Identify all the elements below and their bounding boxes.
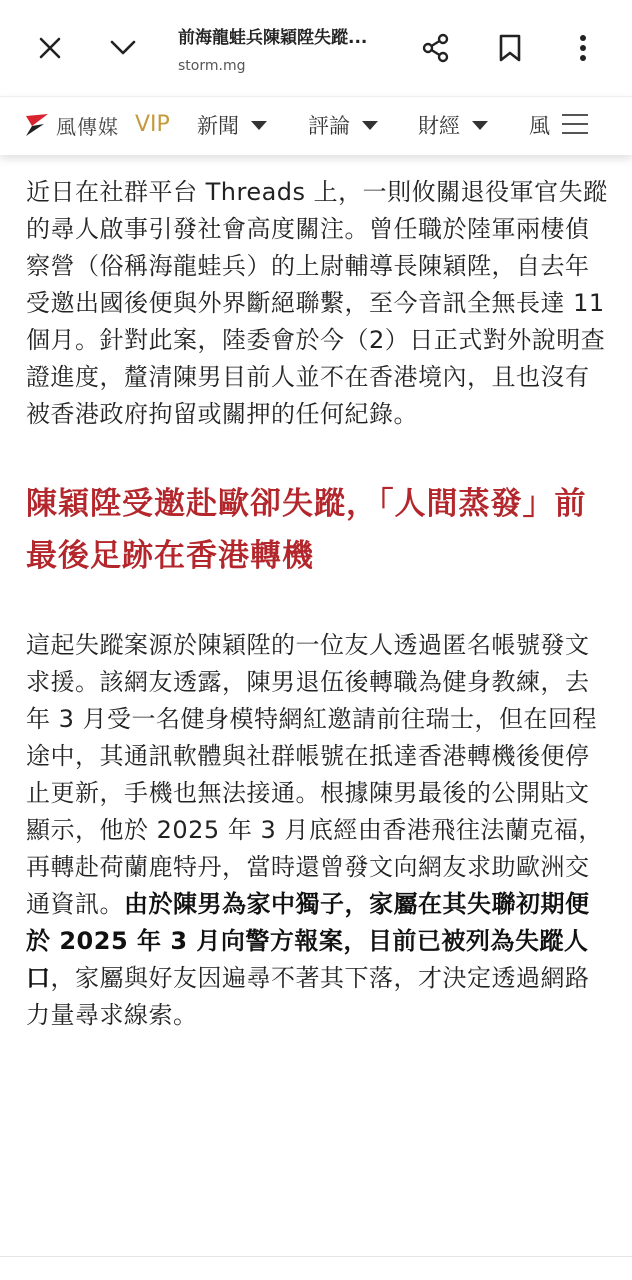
close-icon [38,36,62,60]
page-title: 前海龍蛙兵陳穎陞失蹤... [178,28,368,48]
article-paragraph: 近日在社群平台 Threads 上，一則攸關退役軍官失蹤的尋人啟事引發社會高度關注。曾任職於陸軍兩棲偵察營（俗稱海龍蛙兵）的上尉輔導長陳穎陞，自去年受邀出國後便與外界斷絕聯繫，至今音訊全無長達 11 個月。針對此案，陸委會於今（2）日正式對外說明查證進度，釐清陳男目前人並不在香港境內，且也沒有被香港政府拘留或關押的任何紀錄。 [26,178,608,428]
storm-logo-icon [24,112,50,138]
bookmark-icon [498,33,522,63]
chevron-down-icon [109,39,137,57]
share-button[interactable] [412,24,460,72]
caret-down-icon [472,121,488,130]
caret-down-icon [251,121,267,130]
paragraph-text: ，家屬與好友因遍尋不著其下落，才決定透過網路力量尋求線索。 [26,964,590,1029]
nav-item-label: 財經 [418,114,460,138]
caret-down-icon [362,121,378,130]
browser-toolbar [0,0,632,96]
divider [0,1256,632,1257]
nav-item-storm[interactable] [529,109,550,141]
site-navbar [0,96,632,155]
site-logo[interactable] [24,110,119,140]
page-title-block[interactable] [178,26,388,76]
nav-item-news[interactable] [197,109,267,141]
page-domain: storm.mg [178,58,246,74]
bookmark-button[interactable] [486,24,534,72]
nav-item-label: 風 [529,114,550,138]
vip-link[interactable]: VIP [135,112,170,137]
nav-item-opinion[interactable] [308,109,378,141]
more-vert-icon [578,34,588,62]
nav-item-label: 新聞 [197,114,239,138]
article-subheading: 陳穎陞受邀赴歐卻失蹤，「人間蒸發」前最後足跡在香港轉機 [26,486,587,574]
close-button[interactable] [26,24,74,72]
article-paragraph [26,627,610,1034]
minimize-button[interactable] [99,24,147,72]
share-icon [421,33,451,63]
hamburger-menu-icon[interactable] [562,111,590,139]
paragraph-text: 這起失蹤案源於陳穎陞的一位友人透過匿名帳號發文求援。該網友透露，陳男退伍後轉職為健身教練，去年 3 月受一名健身模特網紅邀請前往瑞士，但在回程途中，其通訊軟體與社群帳號在抵達香港轉機後便停止更新，手機也無法接通。根據陳男最後的公開貼文顯示，他於 2025 年 3 月底經由香港飛往法蘭克福，再轉赴荷蘭鹿特丹，當時還曾發文向網友求助歐洲交通資訊。 [26,631,603,918]
logo-text: 風傳媒 [56,114,119,139]
paragraph-bold-text: 由於陳男為家中獨子，家屬在其失聯初期便於 2025 年 3 月向警方報案，目前已被列為失蹤人口 [26,890,590,992]
more-options-button[interactable] [559,24,607,72]
nav-item-finance[interactable] [418,109,488,141]
nav-item-label: 評論 [308,114,350,138]
article-body [26,174,610,1034]
